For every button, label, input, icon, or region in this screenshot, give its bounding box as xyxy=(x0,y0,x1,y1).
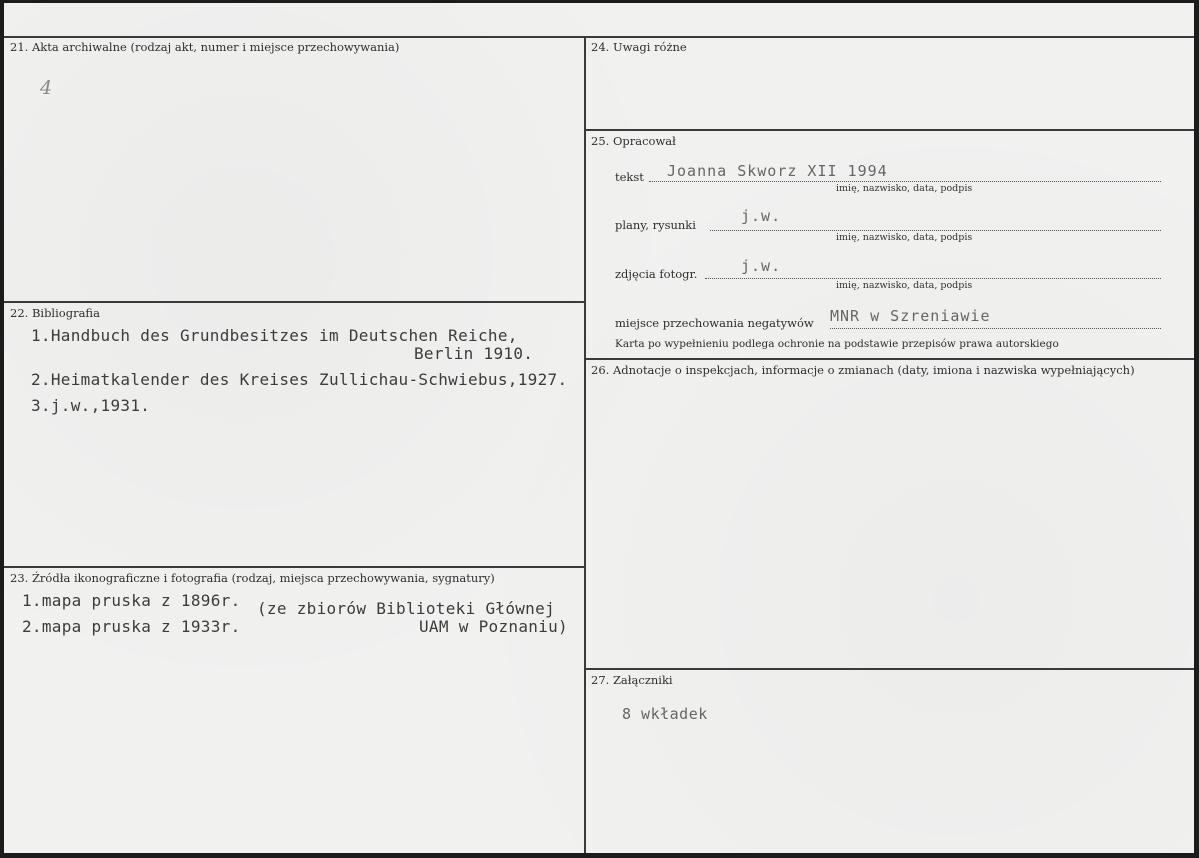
attachments-value: 8 wkładek xyxy=(622,705,708,723)
iconography-note-2: UAM w Poznaniu) xyxy=(419,617,568,636)
bibliography-line-1b: Berlin 1910. xyxy=(414,344,534,363)
tekst-label: tekst xyxy=(615,170,644,184)
plany-caption: imię, nazwisko, data, podpis xyxy=(836,232,973,243)
zdjecia-label: zdjęcia fotogr. xyxy=(615,267,698,281)
divider-24-25 xyxy=(584,129,1194,131)
tekst-dotline xyxy=(649,181,1161,182)
plany-dotline xyxy=(710,230,1161,231)
section-21-mark: 4 xyxy=(40,77,53,99)
section-26-label: 26. Adnotacje o inspekcjach, informacje o zmianach (daty, imiona i nazwiska wypełniających) xyxy=(591,363,1135,377)
tekst-caption: imię, nazwisko, data, podpis xyxy=(836,183,973,194)
section-27-label: 27. Załączniki xyxy=(591,673,673,687)
iconography-line-1: 1.mapa pruska z 1896r. xyxy=(22,591,241,610)
iconography-line-2: 2.mapa pruska z 1933r. xyxy=(22,617,241,636)
divider-25-26 xyxy=(584,358,1194,360)
section-21-label: 21. Akta archiwalne (rodzaj akt, numer i miejsce przechowywania) xyxy=(10,40,400,54)
record-card xyxy=(4,3,1194,853)
zdjecia-caption: imię, nazwisko, data, podpis xyxy=(836,280,973,291)
copyright-notice: Karta po wypełnieniu podlega ochronie na podstawie przepisów prawa autorskiego xyxy=(615,338,1059,350)
section-23-label: 23. Źródła ikonograficzne i fotografia (rodzaj, miejsca przechowywania, sygnatury) xyxy=(10,571,495,585)
plany-label: plany, rysunki xyxy=(615,218,696,232)
zdjecia-value: j.w. xyxy=(741,257,782,275)
divider-26-27 xyxy=(584,668,1194,670)
bibliography-line-3: 3.j.w.,1931. xyxy=(31,396,151,415)
top-border-line xyxy=(4,36,1194,38)
miejsce-value: MNR w Szreniawie xyxy=(830,307,991,325)
section-22-label: 22. Bibliografia xyxy=(10,306,100,320)
section-24-label: 24. Uwagi różne xyxy=(591,40,687,54)
iconography-note-1: (ze zbiorów Biblioteki Głównej xyxy=(257,599,555,618)
bibliography-line-2: 2.Heimatkalender des Kreises Zullichau-Schwiebus,1927. xyxy=(31,370,568,389)
bibliography-line-1: 1.Handbuch des Grundbesitzes im Deutschen Reiche, xyxy=(31,326,518,345)
miejsce-dotline xyxy=(830,328,1161,329)
plany-value: j.w. xyxy=(741,207,782,225)
section-25-label: 25. Opracował xyxy=(591,134,676,148)
tekst-value: Joanna Skworz XII 1994 xyxy=(667,162,888,180)
divider-21-22 xyxy=(4,301,584,303)
divider-22-23 xyxy=(4,566,584,568)
center-divider xyxy=(584,36,586,853)
zdjecia-dotline xyxy=(705,278,1161,279)
miejsce-label: miejsce przechowania negatywów xyxy=(615,316,814,330)
